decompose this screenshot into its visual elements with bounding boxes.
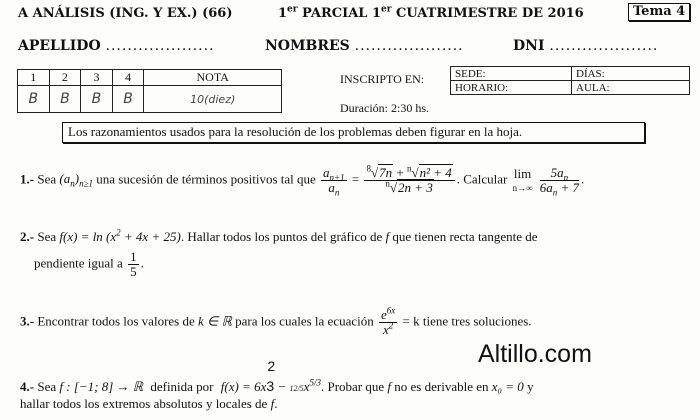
grade-header: NOTA [144,70,282,86]
problem-1: 1.- Sea $(a_n)_{n\ge 1}$ una sucesión de términos positivos tal que $\frac{a_{n+1}}{a_n}$ = $\frac{^8√7n + ^n√n^2 + 4}{^n√2n + 3}$ . Calcular lim n→∞ $\frac{5a_n}{6a_n + 7}$ . [20,163,585,198]
problem-4-text2: definida por [150,379,214,394]
problem-2-number: 2.- [20,229,35,244]
inscripto-label: INSCRIPTO EN: [340,72,425,86]
problem-1-target-fraction: $\frac{5a_n}{6a_n + 7}$ [539,165,580,198]
dni-dots: .................... [549,38,659,54]
notice-box: Los razonamientos usados para la resolución de los problemas deben figurar en la hoja. [62,122,645,143]
problem-1-sequence: $(a_n)_{n\ge 1}$ [59,171,94,190]
problem-4-text4: no es derivable en [394,379,489,394]
problem-1-text3: . Calcular [456,171,508,187]
nombres-label: NOMBRES [265,38,350,54]
grade-value: B [81,86,113,113]
problem-2-text2: . Hallar todos los puntos del gráfico de [180,229,383,244]
dni-label: DNI [513,38,545,54]
problem-4-number: 4.- [20,379,35,394]
problem-4-text3: . Probar que [320,379,385,394]
horario-cell: HORARIO: [451,81,572,95]
problem-1-radical-expression: $\frac{^8√7n + ^n√n^2 + 4}{^n√2n + 3}$ [364,166,454,195]
limit-label: lim [513,165,532,181]
problem-4-line2: hallar todos los extremos absolutos y locales de f. [20,396,278,411]
apellido-label: APELLIDO [18,38,101,54]
grade-value: 10(diez) [144,86,282,113]
problem-2-text1: Sea [37,229,57,244]
problem-3-equation-fraction: $\frac{e^{6x}}{x^2}$ [381,305,396,337]
problem-3-number: 3.- [20,313,35,329]
grade-value: B [49,86,81,113]
problem-4-point: x₀ = 0 [491,379,524,394]
problem-4-text1: Sea [37,379,57,394]
grade-value: B [112,86,144,113]
problem-2 [20,229,538,245]
problem-3-variable: k ∈ ℝ [198,313,232,329]
problem-4-f-final: f [270,396,275,411]
grade-header: 4 [112,70,144,86]
course-title: A ANÁLISIS (ING. Y EX.) (66) [18,6,233,21]
problem-2-line2: pendiente igual a $\frac{1}{5}$ . [34,249,144,279]
problem-4-text5: y [527,379,534,394]
period-ordinal-suffix: er [381,4,392,15]
exam-title [278,6,584,21]
grade-header: 1 [18,70,50,86]
grade-header: 3 [81,70,113,86]
problem-4-domain: f : [−1; 8] → ℝ [59,379,144,394]
grade-value: B [18,86,50,113]
problem-3-text3: = k tiene tres soluciones. [402,313,532,329]
problem-2-function: $f(x) = \ln (x^2 + 4x + 25)$ [59,227,181,244]
apellido-field[interactable] [18,38,215,54]
exam-ordinal-suffix: er [287,4,298,15]
tema-box: Tema 4 [628,3,690,21]
period-label: CUATRIMESTRE DE 2016 [396,6,584,21]
apellido-dots: .................... [105,38,215,54]
problem-1-number: 1.- [20,171,35,187]
problem-2-f: f [385,229,390,244]
exam-label: PARCIAL [302,6,368,21]
grade-header: 2 [49,70,81,86]
grades-table [17,69,282,113]
dias-cell: DÍAS: [572,67,690,81]
problem-3-text2: para los cuales la ecuación [235,313,374,329]
problem-2-text3: que tienen recta tangente de [392,229,538,244]
problem-1-ratio: $\frac{a_{n+1}}{a_n}$ [323,165,345,198]
dni-field[interactable] [513,38,658,54]
problem-4 [20,358,534,395]
problem-4-function: f(x) = 6x 2 $3 - 12/5x^{5/3}$ [220,358,321,394]
problem-1-text2: una sucesión de términos positivos tal que [96,171,316,187]
problem-1-limit [513,167,533,195]
problem-3-text1: Encontrar todos los valores de [37,313,195,329]
problem-3 [20,305,532,337]
period-ordinal: 1 [371,6,381,21]
nombres-dots: .................... [354,38,464,54]
problem-4-f: f [387,379,392,394]
aula-cell: AULA: [572,81,690,95]
exam-ordinal: 1 [278,6,288,21]
problem-1-text1: Sea [37,171,57,187]
inscription-table [450,66,690,95]
problem-2-text4: pendiente igual a [34,255,123,271]
grades-header-row [18,70,282,86]
problem-4-text6: hallar todos los extremos absolutos y locales de [20,396,268,411]
problem-2-slope-fraction: $\frac{1}{5}$ [130,249,137,279]
watermark-logo: Altillo.com [478,340,592,368]
grades-value-row [18,86,282,113]
nombres-field[interactable] [265,38,464,54]
duration-text: Duración: 2:30 hs. [340,101,429,115]
sede-cell: SEDE: [451,67,572,81]
limit-subscript: n→∞ [512,182,533,193]
